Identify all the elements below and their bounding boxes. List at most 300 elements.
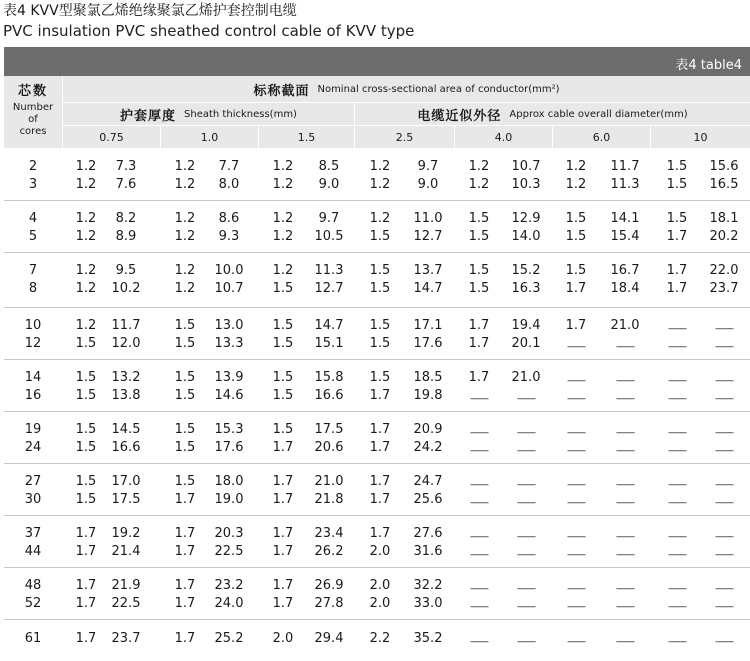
dash-marker: -------- — [715, 428, 733, 438]
dash-marker: -------- — [715, 480, 733, 490]
cell-value: 8.6 — [218, 211, 240, 226]
not-available-dash — [464, 630, 494, 648]
cores-value: 52 — [24, 596, 42, 611]
dash-marker: -------- — [668, 532, 686, 542]
cell-value: 13.8 — [111, 388, 141, 403]
sheath-thickness-cell — [268, 525, 298, 561]
not-available-dash — [464, 421, 494, 439]
dash-marker: -------- — [567, 550, 585, 560]
cell-value: 16.6 — [111, 440, 141, 455]
not-available-dash — [662, 439, 692, 457]
cell-value: 17.0 — [111, 474, 141, 489]
cell-value: 1.5 — [272, 388, 294, 403]
cell-value: 7.7 — [218, 159, 240, 174]
cell-value: 1.7 — [369, 492, 391, 507]
not-available-dash — [561, 369, 591, 387]
cores-value: 16 — [24, 388, 42, 403]
cores-value: 61 — [24, 631, 42, 646]
dash-marker: -------- — [517, 532, 535, 542]
cell-value: 12.7 — [413, 229, 443, 244]
size-label-10: 10 — [693, 130, 708, 144]
dash-marker: -------- — [616, 498, 634, 508]
overall-diameter-cell — [511, 210, 541, 246]
size-label-2-5: 2.5 — [395, 130, 414, 144]
cell-value: 1.7 — [666, 281, 688, 296]
dash-marker: -------- — [668, 446, 686, 456]
sheath-thickness-cell — [662, 577, 692, 613]
overall-diameter-cell — [314, 525, 344, 561]
sheath-thickness-cell — [170, 262, 200, 298]
overall-diameter-cell — [111, 473, 141, 509]
dash-marker: -------- — [567, 342, 585, 352]
cell-value: 9.3 — [218, 229, 240, 244]
not-available-dash — [561, 473, 591, 491]
sheath-thickness-cell — [662, 210, 692, 246]
table-banner — [4, 47, 750, 76]
cell-value: 26.2 — [314, 544, 344, 559]
cell-value: 1.2 — [75, 263, 97, 278]
cell-value: 11.7 — [111, 318, 141, 333]
cell-value: 1.7 — [174, 631, 196, 646]
cell-value: 1.2 — [174, 281, 196, 296]
cell-value: 21.4 — [111, 544, 141, 559]
sheath-thickness-cell — [268, 262, 298, 298]
cell-value: 1.5 — [75, 370, 97, 385]
sheath-thickness-cell — [268, 369, 298, 405]
overall-diameter-cell — [610, 158, 640, 194]
sheath-thickness-cell — [464, 525, 494, 561]
dash-marker: -------- — [616, 532, 634, 542]
overall-diameter-cell — [214, 473, 244, 509]
overall-diameter-cell — [610, 473, 640, 509]
overall-diameter-cn: 电缆近似外径 — [417, 108, 502, 124]
sheath-thickness-cell — [170, 369, 200, 405]
dash-marker: -------- — [567, 428, 585, 438]
sheath-thickness-cell — [464, 262, 494, 298]
overall-diameter-cell — [214, 158, 244, 194]
cell-value: 14.7 — [314, 318, 344, 333]
cores-header-en-3: cores — [19, 126, 47, 137]
not-available-dash — [662, 473, 692, 491]
sheath-thickness-cell — [561, 158, 591, 194]
dash-marker: -------- — [470, 532, 488, 542]
cell-value: 1.7 — [174, 526, 196, 541]
dash-marker: -------- — [567, 376, 585, 386]
sheath-thickness-cell — [365, 317, 395, 353]
cell-value: 1.7 — [174, 578, 196, 593]
cell-value: 1.5 — [565, 229, 587, 244]
sheath-thickness-cell — [662, 525, 692, 561]
cell-value: 1.2 — [272, 159, 294, 174]
cell-value: 12.7 — [314, 281, 344, 296]
sheath-thickness-cell — [71, 421, 101, 457]
not-available-dash — [511, 630, 541, 648]
sheath-thickness-cell — [365, 577, 395, 613]
cell-value: 20.2 — [709, 229, 739, 244]
cores-value: 14 — [24, 370, 42, 385]
sheath-thickness-cell — [170, 317, 200, 353]
cores-cell — [19, 158, 47, 194]
cell-value: 1.2 — [369, 159, 391, 174]
cell-value: 10.2 — [111, 281, 141, 296]
cell-value: 29.4 — [314, 631, 344, 646]
cell-value: 1.5 — [174, 388, 196, 403]
not-available-dash — [511, 577, 541, 595]
cell-value: 1.2 — [369, 177, 391, 192]
dash-marker: -------- — [668, 480, 686, 490]
cell-value: 19.4 — [511, 318, 541, 333]
dash-marker: -------- — [668, 376, 686, 386]
cell-value: 1.7 — [75, 544, 97, 559]
cell-value: 1.5 — [666, 177, 688, 192]
cell-value: 24.2 — [413, 440, 443, 455]
not-available-dash — [709, 317, 739, 335]
cell-value: 1.7 — [272, 596, 294, 611]
cell-value: 1.5 — [174, 440, 196, 455]
overall-diameter-cell — [709, 317, 739, 353]
cell-value: 1.2 — [468, 177, 490, 192]
cell-value: 15.3 — [214, 422, 244, 437]
cell-value: 32.2 — [413, 578, 443, 593]
cell-value: 24.0 — [214, 596, 244, 611]
cell-value: 1.7 — [272, 440, 294, 455]
cell-value: 1.2 — [369, 211, 391, 226]
cell-value: 1.7 — [369, 388, 391, 403]
overall-diameter-cell — [314, 630, 344, 648]
dash-marker: -------- — [616, 550, 634, 560]
cell-value: 1.2 — [174, 159, 196, 174]
cell-value: 1.2 — [75, 281, 97, 296]
sheath-thickness-cell — [268, 317, 298, 353]
dash-marker: -------- — [616, 602, 634, 612]
cell-value: 1.5 — [174, 422, 196, 437]
cell-value: 9.7 — [318, 211, 340, 226]
dash-marker: -------- — [715, 324, 733, 334]
nominal-area-cn: 标称截面 — [253, 83, 310, 99]
cores-header-cn: 芯数 — [17, 84, 48, 99]
cell-value: 1.7 — [272, 544, 294, 559]
sheath-thickness-cell — [170, 158, 200, 194]
cores-column-header — [4, 76, 62, 148]
cell-value: 12.9 — [511, 211, 541, 226]
not-available-dash — [610, 387, 640, 405]
cell-value: 8.2 — [115, 211, 137, 226]
dash-marker: -------- — [715, 394, 733, 404]
cell-value: 1.5 — [468, 211, 490, 226]
overall-diameter-cell — [111, 577, 141, 613]
overall-diameter-cell — [214, 577, 244, 613]
cores-cell — [19, 525, 47, 561]
overall-diameter-cell — [111, 421, 141, 457]
cell-value: 1.7 — [174, 596, 196, 611]
table-header — [4, 76, 750, 148]
sheath-thickness-cell — [464, 317, 494, 353]
cell-value: 1.5 — [272, 281, 294, 296]
cell-value: 21.0 — [610, 318, 640, 333]
not-available-dash — [511, 595, 541, 613]
sheath-thickness-en: Sheath thickness(mm) — [184, 108, 297, 120]
sheath-thickness-cell — [561, 630, 591, 648]
overall-diameter-cell — [610, 369, 640, 405]
cell-value: 20.6 — [314, 440, 344, 455]
cores-header-en-1: Number — [12, 102, 54, 113]
dash-marker: -------- — [517, 637, 535, 647]
cell-value: 1.7 — [75, 631, 97, 646]
sheath-thickness-cell — [464, 210, 494, 246]
not-available-dash — [709, 473, 739, 491]
table-title-chinese: 表4 KVV型聚氯乙烯绝缘聚氯乙烯护套控制电缆 — [3, 3, 297, 19]
cell-value: 9.0 — [417, 177, 439, 192]
cell-value: 9.0 — [318, 177, 340, 192]
cores-value: 48 — [24, 578, 42, 593]
cell-value: 2.0 — [369, 578, 391, 593]
overall-diameter-cell — [314, 262, 344, 298]
overall-diameter-cell — [511, 158, 541, 194]
cores-value: 2 — [28, 159, 38, 174]
cell-value: 18.4 — [610, 281, 640, 296]
not-available-dash — [561, 421, 591, 439]
dash-marker: -------- — [616, 342, 634, 352]
cell-value: 1.5 — [272, 336, 294, 351]
overall-diameter-cell — [709, 262, 739, 298]
cell-value: 31.6 — [413, 544, 443, 559]
cell-value: 1.5 — [272, 370, 294, 385]
not-available-dash — [662, 543, 692, 561]
sheath-thickness-cell — [561, 317, 591, 353]
dash-marker: -------- — [470, 550, 488, 560]
cell-value: 19.8 — [413, 388, 443, 403]
overall-diameter-cell — [709, 369, 739, 405]
not-available-dash — [511, 387, 541, 405]
dash-marker: -------- — [470, 637, 488, 647]
cell-value: 16.7 — [610, 263, 640, 278]
overall-diameter-cell — [511, 421, 541, 457]
sheath-thickness-cell — [170, 210, 200, 246]
cell-value: 15.2 — [511, 263, 541, 278]
overall-diameter-cell — [111, 630, 141, 648]
sheath-thickness-cell — [365, 369, 395, 405]
sheath-thickness-cell — [170, 421, 200, 457]
not-available-dash — [610, 421, 640, 439]
cell-value: 2.2 — [369, 631, 391, 646]
sheath-thickness-cell — [71, 577, 101, 613]
row-separator — [4, 252, 750, 253]
row-separator — [4, 200, 750, 201]
not-available-dash — [610, 630, 640, 648]
not-available-dash — [511, 491, 541, 509]
cell-value: 17.5 — [111, 492, 141, 507]
size-label-1-5: 1.5 — [297, 130, 316, 144]
cell-value: 8.9 — [115, 229, 137, 244]
cores-value: 37 — [24, 526, 42, 541]
dash-marker: -------- — [470, 602, 488, 612]
cell-value: 1.2 — [75, 229, 97, 244]
cell-value: 24.7 — [413, 474, 443, 489]
overall-diameter-cell — [709, 473, 739, 509]
cell-value: 1.2 — [272, 263, 294, 278]
overall-diameter-cell — [314, 421, 344, 457]
dash-marker: -------- — [470, 480, 488, 490]
cell-value: 1.2 — [174, 177, 196, 192]
cell-value: 13.2 — [111, 370, 141, 385]
overall-diameter-cell — [111, 525, 141, 561]
cell-value: 1.5 — [75, 336, 97, 351]
sheath-thickness-cell — [662, 317, 692, 353]
not-available-dash — [662, 577, 692, 595]
not-available-dash — [709, 335, 739, 353]
cell-value: 23.7 — [709, 281, 739, 296]
sheath-thickness-cell — [71, 262, 101, 298]
not-available-dash — [561, 335, 591, 353]
not-available-dash — [511, 543, 541, 561]
cell-value: 19.0 — [214, 492, 244, 507]
dash-marker: -------- — [616, 394, 634, 404]
cell-value: 1.5 — [666, 211, 688, 226]
cell-value: 1.7 — [272, 526, 294, 541]
not-available-dash — [662, 491, 692, 509]
sheath-thickness-cell — [561, 210, 591, 246]
not-available-dash — [709, 543, 739, 561]
not-available-dash — [610, 543, 640, 561]
overall-diameter-cell — [709, 577, 739, 613]
cores-cell — [19, 473, 47, 509]
not-available-dash — [662, 595, 692, 613]
row-separator — [4, 619, 750, 620]
dash-marker: -------- — [567, 394, 585, 404]
cores-cell — [19, 369, 47, 405]
overall-diameter-cell — [610, 317, 640, 353]
overall-diameter-cell — [709, 158, 739, 194]
sheath-thickness-cell — [268, 577, 298, 613]
cores-value: 27 — [24, 474, 42, 489]
sheath-thickness-cell — [561, 421, 591, 457]
not-available-dash — [464, 491, 494, 509]
not-available-dash — [709, 630, 739, 648]
dash-marker: -------- — [517, 602, 535, 612]
cell-value: 11.7 — [610, 159, 640, 174]
dash-marker: -------- — [616, 446, 634, 456]
cell-value: 1.7 — [468, 370, 490, 385]
cell-value: 10.7 — [214, 281, 244, 296]
cell-value: 1.5 — [174, 318, 196, 333]
sheath-thickness-cell — [170, 473, 200, 509]
row-separator — [4, 411, 750, 412]
cell-value: 10.7 — [511, 159, 541, 174]
size-label-4-0: 4.0 — [494, 130, 513, 144]
overall-diameter-cell — [413, 577, 443, 613]
cell-value: 1.2 — [174, 211, 196, 226]
overall-diameter-cell — [413, 262, 443, 298]
cell-value: 14.7 — [413, 281, 443, 296]
sheath-thickness-cell — [268, 630, 298, 648]
dash-marker: -------- — [567, 637, 585, 647]
sheath-thickness-cell — [464, 158, 494, 194]
cores-value: 12 — [24, 336, 42, 351]
cores-value: 3 — [28, 177, 38, 192]
sheath-thickness-header — [63, 103, 354, 125]
cell-value: 11.0 — [413, 211, 443, 226]
cell-value: 8.0 — [218, 177, 240, 192]
overall-diameter-cell — [314, 317, 344, 353]
cell-value: 1.5 — [75, 440, 97, 455]
not-available-dash — [662, 630, 692, 648]
dash-marker: -------- — [517, 498, 535, 508]
sheath-thickness-cell — [662, 473, 692, 509]
dash-marker: -------- — [616, 584, 634, 594]
not-available-dash — [561, 387, 591, 405]
not-available-dash — [662, 369, 692, 387]
sheath-thickness-cell — [170, 525, 200, 561]
sheath-thickness-cell — [365, 473, 395, 509]
cell-value: 21.0 — [314, 474, 344, 489]
cell-value: 1.7 — [75, 578, 97, 593]
sheath-thickness-cell — [662, 421, 692, 457]
not-available-dash — [662, 317, 692, 335]
overall-diameter-cell — [413, 630, 443, 648]
overall-diameter-cell — [610, 630, 640, 648]
cores-value: 10 — [24, 318, 42, 333]
cell-value: 2.0 — [369, 596, 391, 611]
overall-diameter-cell — [314, 577, 344, 613]
cores-value: 19 — [24, 422, 42, 437]
cell-value: 1.7 — [75, 596, 97, 611]
cores-cell — [19, 421, 47, 457]
dash-marker: -------- — [715, 446, 733, 456]
cell-value: 2.0 — [369, 544, 391, 559]
cell-value: 1.7 — [468, 336, 490, 351]
dash-marker: -------- — [517, 550, 535, 560]
cell-value: 33.0 — [413, 596, 443, 611]
overall-diameter-cell — [511, 577, 541, 613]
dash-marker: -------- — [668, 584, 686, 594]
cell-value: 23.2 — [214, 578, 244, 593]
sheath-thickness-cell — [268, 421, 298, 457]
not-available-dash — [709, 421, 739, 439]
cell-value: 1.2 — [272, 211, 294, 226]
sheath-thickness-cell — [561, 473, 591, 509]
overall-diameter-cell — [511, 369, 541, 405]
dash-marker: -------- — [567, 532, 585, 542]
dash-marker: -------- — [715, 376, 733, 386]
cell-value: 1.7 — [272, 492, 294, 507]
sheath-thickness-cell — [71, 158, 101, 194]
not-available-dash — [511, 421, 541, 439]
dash-marker: -------- — [715, 550, 733, 560]
sheath-thickness-cell — [464, 369, 494, 405]
dash-marker: -------- — [470, 584, 488, 594]
dash-marker: -------- — [668, 428, 686, 438]
cell-value: 14.5 — [111, 422, 141, 437]
cell-value: 1.5 — [174, 474, 196, 489]
cores-value: 5 — [28, 229, 38, 244]
dash-marker: -------- — [715, 498, 733, 508]
overall-diameter-cell — [314, 369, 344, 405]
overall-diameter-cell — [511, 630, 541, 648]
not-available-dash — [511, 525, 541, 543]
cell-value: 15.4 — [610, 229, 640, 244]
table-number-label: 表4 table4 — [675, 58, 742, 73]
overall-diameter-cell — [413, 525, 443, 561]
cell-value: 16.5 — [709, 177, 739, 192]
cell-value: 19.2 — [111, 526, 141, 541]
not-available-dash — [662, 421, 692, 439]
cell-value: 1.5 — [174, 370, 196, 385]
overall-diameter-cell — [111, 210, 141, 246]
cell-value: 1.2 — [174, 263, 196, 278]
cell-value: 1.5 — [468, 281, 490, 296]
sheath-thickness-cell — [464, 577, 494, 613]
dash-marker: -------- — [616, 637, 634, 647]
